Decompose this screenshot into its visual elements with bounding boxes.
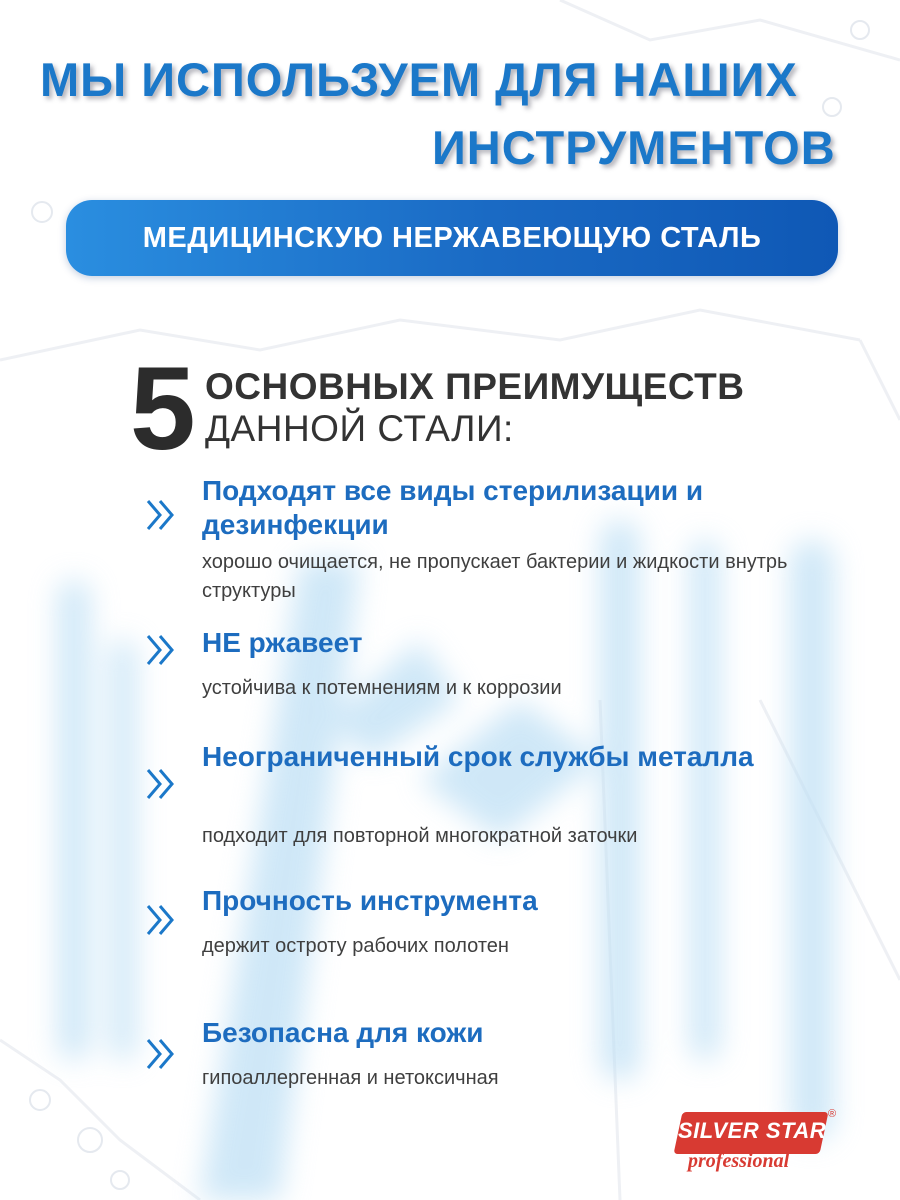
title-line-2: ИНСТРУМЕНТОВ [432,121,836,174]
benefit-description: держит остроту рабочих полотен [202,935,509,957]
benefit-title: Подходят все виды стерилизации и дезинфекции [202,475,704,540]
title-line-1: МЫ ИСПОЛЬЗУЕМ ДЛЯ НАШИХ [40,53,798,106]
double-chevron-right-icon [144,1036,180,1072]
benefit-title: Безопасна для кожи [202,1017,484,1048]
benefit-description: подходит для повторной многократной заточки [202,825,638,847]
double-chevron-right-icon [144,766,180,802]
double-chevron-right-icon [144,632,180,668]
brand-logo [672,1108,842,1178]
section-heading-line-1: ОСНОВНЫХ ПРЕИМУЩЕСТВ [205,366,745,407]
double-chevron-right-icon [144,902,180,938]
benefit-description: хорошо очищается, не пропускает бактерии и жидкости внутрь структуры [202,551,788,602]
logo-subtitle: professional [688,1150,790,1172]
steel-banner: МЕДИЦИНСКУЮ НЕРЖАВЕЮЩУЮ СТАЛЬ [66,200,838,276]
registered-mark: ® [828,1108,837,1120]
benefit-description: гипоаллергенная и нетоксичная [202,1067,499,1089]
benefit-title: Прочность инструмента [202,885,538,916]
section-heading-line-2: ДАННОЙ СТАЛИ: [205,408,514,449]
double-chevron-right-icon [144,497,180,533]
logo-brand-text: SILVER STAR [678,1118,827,1143]
benefit-title: НЕ ржавеет [202,627,363,658]
benefit-title: Неограниченный срок службы металла [202,741,754,772]
benefit-description: устойчива к потемнениям и к коррозии [202,677,562,699]
number-five: 5 [130,343,196,475]
